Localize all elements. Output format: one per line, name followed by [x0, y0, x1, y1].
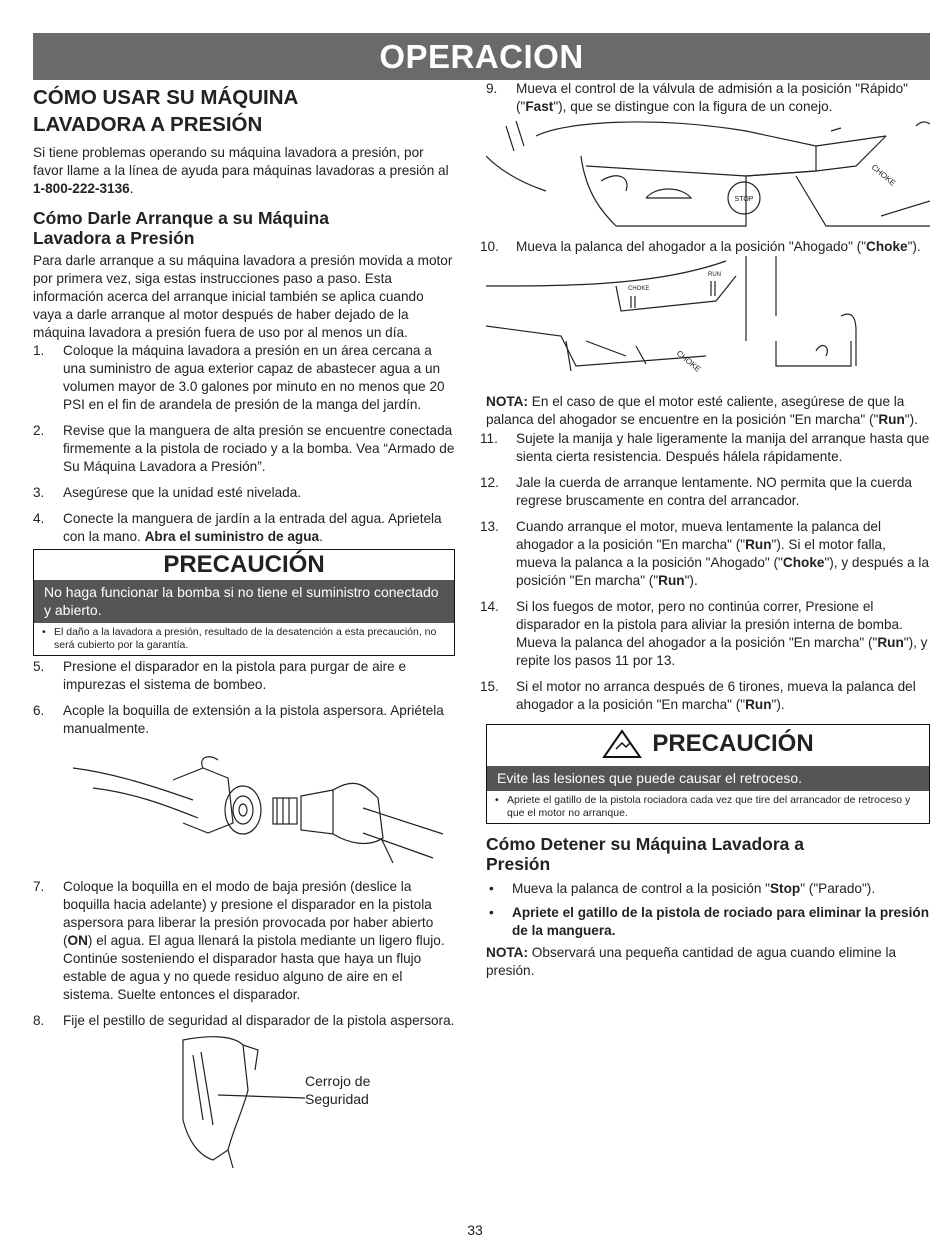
step-text: Asegúrese que la unidad esté nivelada. [63, 485, 302, 500]
caution-warning-bar: No haga funcionar la bomba si no tiene el suministro conectado y abierto. [34, 580, 454, 623]
step-number: 2. [33, 423, 45, 438]
caution-note: • El daño a la lavadora a presión, resultado de la desatención a esta precaución, no será cubierto por la garantía. [34, 623, 454, 655]
main-heading [33, 84, 455, 138]
latch-label [305, 1072, 370, 1108]
step-number: 8. [33, 1013, 45, 1028]
step-bold-text: Abra el suministro de agua [144, 529, 320, 544]
step-text: Jale la cuerda de arranque lentamente. NO permita que la cuerda regrese bruscamente en contra del arrancador. [516, 475, 912, 508]
steps-list-1-4 [33, 342, 455, 546]
list-item [33, 878, 455, 1004]
stop-bullets [486, 880, 930, 940]
caution-box-water [33, 549, 455, 656]
nota-label: NOTA: [486, 394, 529, 409]
fig10-run-label: RUN [708, 272, 721, 278]
step-text-cont: "). [907, 239, 921, 254]
step-text-cont: "). Si el motor falla, mueva la palanca a la posición "Ahogado" (" [516, 537, 886, 570]
nozzle-illustration [33, 738, 455, 878]
list-item [33, 484, 455, 502]
step-number: 12. [480, 475, 499, 490]
step-number: 9. [486, 81, 498, 96]
list-item [33, 658, 455, 694]
stop-heading-line2: Presión [486, 854, 551, 874]
step-text: Si el motor no arranca después de 6 tirones, mueva la palanca del ahogador a la posición "En marcha" (" [516, 679, 916, 712]
latch-label-line2: Seguridad [305, 1091, 369, 1107]
intro-end: . [129, 181, 134, 196]
start-heading-line2: Lavadora a Presión [33, 228, 195, 248]
step-end: . [319, 529, 323, 544]
step-text: Mueva la palanca del ahogador a la posición "Ahogado" (" [516, 239, 867, 254]
fig9-stop-label: STOP [734, 196, 754, 203]
run-label: Run [658, 573, 685, 588]
start-paragraph: Para darle arranque a su máquina lavadora a presión movida a motor por primera vez, siga estas instrucciones paso a paso. Esta información acerca del arranque inicial también se aplica cuando vaya a darle arranque al motor después de haber dejado de la máquina lavadora a presión fuera de uso por al menos un día. [33, 253, 453, 340]
step-number: 13. [480, 519, 499, 534]
left-column [33, 82, 455, 1170]
list-item [486, 80, 930, 116]
step-text: Coloque la máquina lavadora a presión en un área cercana a una suministro de agua exterior capaz de abastecer agua a un volumen mayor de 3.0 galones por minuto en no menos que 20 PSI en el fin de arandela de presión de la manga del jardín. [63, 343, 445, 412]
latch-label-line1: Cerrojo de [305, 1073, 371, 1089]
step-text-cont: ) el agua. El agua llenará la pistola mediante un ligero flujo. Continúe sosteniendo el disparador hasta que haya un flujo estable de agua y no quede residuo alguno de aire en el sistema. Suelte entonces el disparador. [63, 933, 445, 1002]
step-number: 14. [480, 599, 499, 614]
stop-heading [486, 834, 930, 874]
step-number: 6. [33, 703, 45, 718]
step-number: 3. [33, 485, 45, 500]
list-item [33, 342, 455, 414]
nota-end: "). [904, 412, 918, 427]
step-text-end: "). [684, 573, 698, 588]
fig10-choke-label: CHOKE [628, 286, 650, 292]
step-text: Mueva el control de la válvula de admisión a la posición "Rápido" (" [516, 81, 909, 114]
start-heading-line1: Cómo Darle Arranque a su Máquina [33, 208, 329, 228]
list-item [33, 422, 455, 476]
main-heading-line1: CÓMO USAR SU MÁQUINA [33, 86, 299, 109]
throttle-illustration [486, 116, 930, 238]
run-label: Run [745, 697, 772, 712]
step-text-cont: "), que se distingue con la figura de un conejo. [553, 99, 833, 114]
step-text: Presione el disparador en la pistola para purgar de aire e impurezas el sistema de bombeo. [63, 659, 407, 692]
step-10 [480, 238, 930, 256]
page-number: 33 [467, 1222, 483, 1238]
steps-list-11-15 [480, 430, 930, 714]
list-item [33, 1012, 455, 1030]
step-text: Coloque la boquilla en el modo de baja presión (deslice la boquilla hacia adelante) y presione el disparador en la pistola aspersora para liberar la presión provocada por haber abierto ( [63, 879, 434, 948]
run-label: Run [877, 635, 904, 650]
choke-label: Choke [782, 555, 825, 570]
nozzle-drawing [33, 738, 455, 878]
nota-pressure [486, 944, 930, 980]
steps-list-7-8 [33, 878, 455, 1030]
step-number: 11. [480, 431, 498, 446]
list-item [480, 598, 930, 670]
step-text: Conecte la manguera de jardín a la entrada del agua. Aprietela con la mano. [63, 511, 442, 544]
bullet-text-end: " ("Parado"). [800, 881, 876, 896]
list-item [480, 474, 930, 510]
list-item [486, 904, 930, 940]
step-text-end: "), y repite los pasos 11 por 13. [516, 635, 928, 668]
bullet-text-bold: Apriete el gatillo de la pistola de rociado para eliminar la presión de la manguera. [512, 905, 929, 938]
list-item [33, 510, 455, 546]
stop-label: Stop [769, 881, 801, 896]
step-9 [486, 80, 930, 116]
step-on-label: ON [67, 933, 88, 948]
step-text: Cuando arranque el motor, mueva lentamente la palanca del ahogador a la posición "En marcha" (" [516, 519, 881, 552]
intro-paragraph [33, 144, 455, 198]
banner-title: OPERACION [379, 37, 584, 75]
step-text: Sujete la manija y hale ligeramente la manija del arranque hasta que sienta cierta resistencia. Después hálela rápidamente. [516, 431, 930, 464]
fig9-choke-label: CHOKE [869, 162, 898, 188]
list-item [486, 880, 930, 898]
fast-label: Fast [525, 99, 554, 114]
caution-title: PRECAUCIÓN [163, 551, 325, 578]
fig10-choke-lever-label: CHOKE [674, 348, 703, 374]
right-column [480, 80, 930, 980]
section-banner [33, 33, 930, 80]
step-number: 1. [33, 343, 45, 358]
main-heading-line2: LAVADORA A PRESIÓN [33, 113, 263, 136]
step-number: 10. [480, 239, 499, 254]
helpline-phone: 1-800-222-3136 [33, 181, 130, 196]
warning-triangle-icon [602, 729, 642, 759]
latch-illustration [33, 1030, 455, 1170]
start-heading [33, 208, 455, 248]
step-text: Si los fuegos de motor, pero no continúa correr, Presione el disparador en la pistola para aliviar la presión interna de bomba. Mueva la palanca del ahogador a la posición "En marcha" (" [516, 599, 903, 650]
caution-box-recoil [486, 724, 930, 824]
nota-label: NOTA: [486, 945, 529, 960]
step-number: 5. [33, 659, 45, 674]
intro-text: Si tiene problemas operando su máquina lavadora a presión, por favor llame a la línea de ayuda para máquinas lavadoras a presión al [33, 145, 449, 178]
step-number: 15. [480, 679, 499, 694]
step-text: Acople la boquilla de extensión a la pistola aspersora. Apriétela manualmente. [63, 703, 444, 736]
step-number: 4. [33, 511, 45, 526]
list-item [480, 238, 930, 256]
run-label: Run [745, 537, 772, 552]
choke-label: Choke [866, 239, 908, 254]
steps-list-5-6 [33, 658, 455, 738]
nota-run: Run [878, 412, 905, 427]
caution-warning-bar: Evite las lesiones que puede causar el retroceso. [487, 766, 929, 791]
bullet-text: Mueva la palanca de control a la posición " [512, 881, 770, 896]
stop-heading-line1: Cómo Detener su Máquina Lavadora a [486, 834, 804, 854]
step-text-cont: "), y después a la posición "En marcha" (" [516, 555, 930, 588]
choke-illustration [486, 256, 930, 390]
list-item [480, 430, 930, 466]
nota-hot-engine [486, 393, 930, 429]
step-text-end: "). [771, 697, 785, 712]
nota-text: Observará una pequeña cantidad de agua cuando elimine la presión. [486, 945, 897, 978]
list-item [480, 518, 930, 590]
throttle-drawing [486, 116, 930, 238]
nota-text: En el caso de que el motor esté caliente, asegúrese de que la palanca del ahogador se encuentre en la posición "En marcha" (" [486, 394, 905, 427]
caution-title: PRECAUCIÓN [652, 730, 814, 757]
choke-drawing [486, 256, 930, 390]
step-text: Revise que la manguera de alta presión se encuentre conectada firmemente a la pistola de rociado y a la bomba. Vea “Armado de Su Máquina Lavadora a Presión”. [63, 423, 455, 474]
latch-drawing [33, 1030, 455, 1170]
step-number: 7. [33, 879, 45, 894]
step-text: Fije el pestillo de seguridad al disparador de la pistola aspersora. [63, 1013, 455, 1028]
list-item [480, 678, 930, 714]
caution-title-row [487, 725, 929, 763]
caution-note: • Apriete el gatillo de la pistola rociadora cada vez que tire del arrancador de retroceso y que el motor no arranque. [487, 791, 929, 823]
list-item [33, 702, 455, 738]
